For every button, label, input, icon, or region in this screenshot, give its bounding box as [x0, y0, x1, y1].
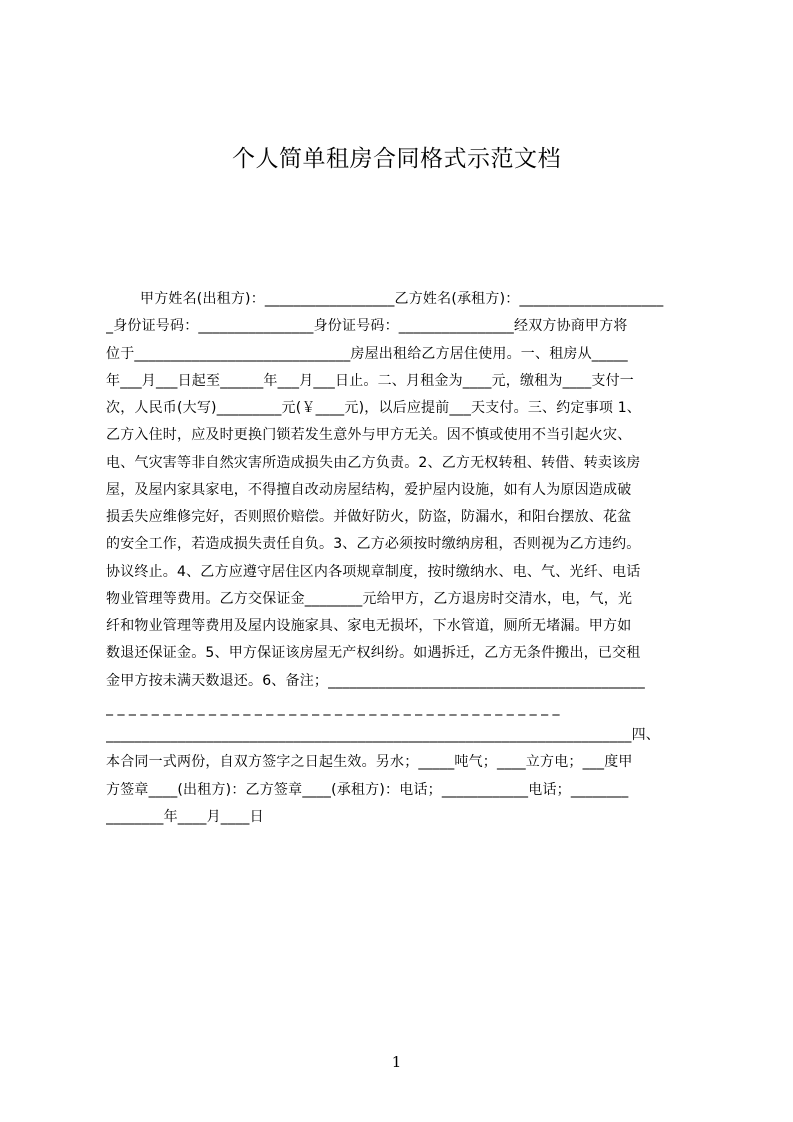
contract-line-16: _ _ _ _ _ _ _ _ _ _ _ _ _ _ _ _ _ _ _ _ _ _ _ _ _ _ _ _ _ _ _ _ _ _ _ _ _ _ _ _ — [106, 699, 560, 716]
contract-line-17: _________________________________________________________________________四、 — [106, 727, 660, 743]
contract-line-3: 位于______________________________房屋出租给乙方居住使用。一、租房从_____ — [106, 345, 628, 362]
document-title: 个人简单租房合同格式示范文档 — [232, 146, 561, 172]
page-number: 1 — [391, 1053, 402, 1071]
contract-line-18: 本合同一式两份，自双方签字之日起生效。另水；_____吨气；____立方电；___度甲 — [106, 754, 633, 771]
contract-line-20: ________年____月____日 — [106, 808, 264, 825]
contract-line-1: 甲方姓名(出租方)：__________________乙方姓名(承租方)：____________________ — [140, 291, 664, 307]
contract-body — [106, 286, 699, 831]
contract-line-14: 数退还保证金。5、甲方保证该房屋无产权纠纷。如遇拆迁，乙方无条件搬出，已交租 — [106, 645, 641, 662]
contract-line-13: 纤和物业管理等费用及屋内设施家具、家电无损坏，下水管道，厕所无堵漏。甲方如 — [106, 618, 632, 634]
contract-line-6: 乙方入住时，应及时更换门锁若发生意外与甲方无关。因不慎或使用不当引起火灾、 — [106, 427, 632, 444]
contract-line-19: 方签章____(出租方)：乙方签章____(承租方)：电话；____________电话；________ — [106, 781, 629, 798]
contract-line-2: _身份证号码：________________身份证号码：________________经双方协商甲方将 — [106, 318, 628, 335]
contract-line-10: 的安全工作，若造成损失责任自负。3、乙方必须按时缴纳房租，否则视为乙方违约。 — [106, 536, 641, 553]
contract-line-12: 物业管理等费用。乙方交保证金________元给甲方，乙方退房时交清水，电，气，光 — [106, 590, 633, 607]
contract-line-4: 年___月___日起至______年___月___日止。二、月租金为____元，缴租为____支付一 — [106, 372, 634, 389]
contract-line-15: 金甲方按未满天数退还。6、备注；____________________________________________ — [106, 672, 645, 689]
contract-line-9: 损丢失应维修完好，否则照价赔偿。并做好防火，防盗，防漏水，和阳台摆放、花盆 — [106, 509, 632, 525]
contract-line-7: 电、气灾害等非自然灾害所造成损失由乙方负责。2、乙方无权转租、转借、转卖该房 — [106, 454, 641, 471]
contract-line-11: 协议终止。4、乙方应遵守居住区内各项规章制度，按时缴纳水、电、气、光纤、电话 — [106, 563, 641, 580]
contract-line-5: 次，人民币(大写)_________元(￥____元)，以后应提前___天支付。三、约定事项 1、 — [106, 400, 642, 416]
contract-line-8: 屋，及屋内家具家电，不得擅自改动房屋结构，爱护屋内设施，如有人为原因造成破 — [106, 481, 632, 498]
